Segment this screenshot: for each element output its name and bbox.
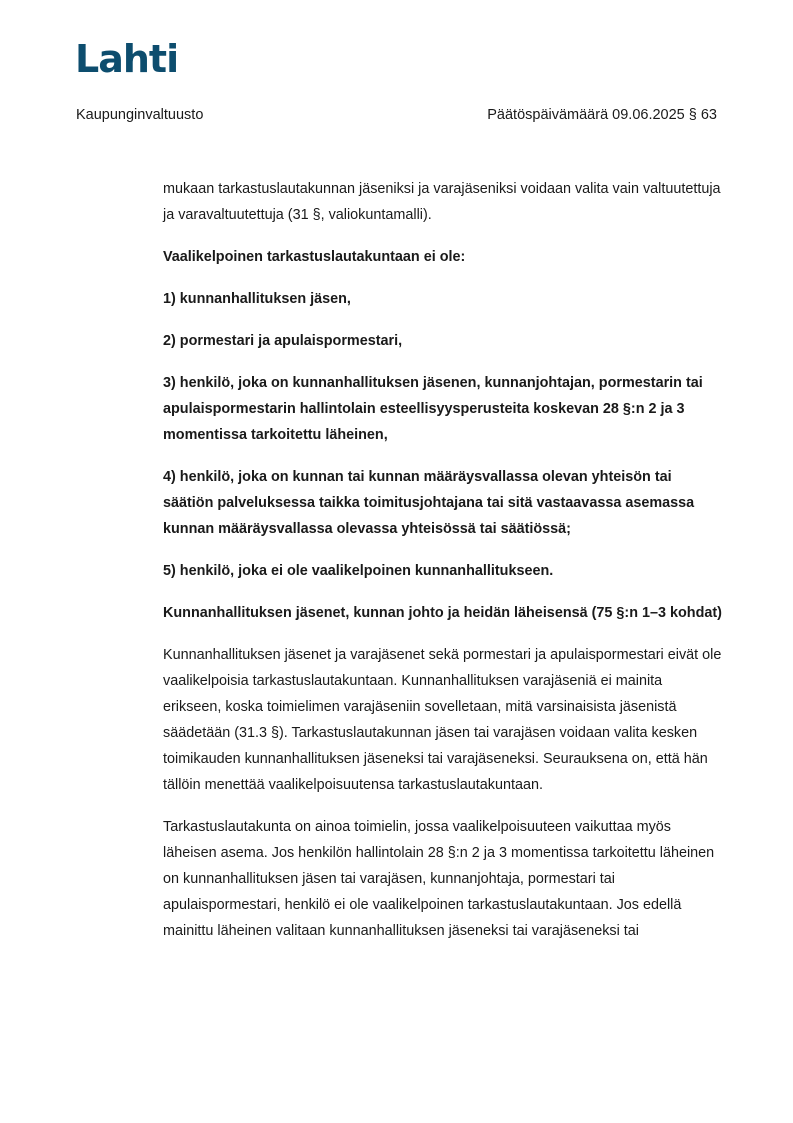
lahti-logo: Lahti [75, 37, 179, 81]
list-item-3: 3) henkilö, joka on kunnanhallituksen jäsenen, kunnanjohtajan, pormestarin tai apulaispormestarin hallintolain esteellisyysperusteita koskevan 28 §:n 2 ja 3 momentissa tarkoitettu läheinen, [163, 375, 703, 443]
section-heading: Kunnanhallituksen jäsenet, kunnan johto ja heidän läheisensä (75 §:n 1–3 kohdat) [163, 605, 722, 621]
decision-date: Päätöspäivämäärä 09.06.2025 § 63 [487, 107, 717, 123]
document-body [163, 176, 723, 960]
paragraph-audit-committee: Tarkastuslautakunta on ainoa toimielin, jossa vaalikelpoisuuteen vaikuttaa myös läheisen asema. Jos henkilön hallintolain 28 §:n 2 ja 3 momentissa tarkoitettu läheinen on kunnanhallituksen jäsen tai varajäsen, kunnanjohtaja, pormestari tai apulaispormestari, henkilö ei ole vaalikelpoinen tarkastuslautakuntaan. Jos edellä mainittu läheinen valitaan kunnanhallituksen jäseneksi tai varajäseneksi tai [163, 819, 715, 939]
paragraph-intro: mukaan tarkastuslautakunnan jäseniksi ja varajäseniksi voidaan valita vain valtuutettuja ja varavaltuutettuja (31 §, valiokuntamalli). [163, 181, 721, 223]
list-item-4: 4) henkilö, joka on kunnan tai kunnan määräysvallassa olevan yhteisön tai säätiön palveluksessa taikka toimitusjohtajana tai sitä vastaavassa asemassa kunnan määräysvallassa olevassa yhteisössä tai säätiössä; [163, 469, 695, 537]
paragraph-board-members: Kunnanhallituksen jäsenet ja varajäsenet sekä pormestari ja apulaispormestari eivät ole vaalikelpoisia tarkastuslautakuntaan. Kunnanhallituksen varajäseniä ei mainita erikseen, koska toimielimen varajäseniin sovelletaan, mitä varsinaisista jäsenistä säädetään (31.3 §). Tarkastuslautakunnan jäsen tai varajäsen voidaan valita kesken toimikauden kunnanhallituksen jäseneksi tai varajäseneksi. Seurauksena on, että hän tällöin menettää vaalikelpoisuutensa tarkastuslautakuntaan. [163, 647, 722, 793]
list-item-2: 2) pormestari ja apulaispormestari, [163, 333, 403, 349]
list-item-5: 5) henkilö, joka ei ole vaalikelpoinen kunnanhallitukseen. [163, 563, 554, 579]
organ-name: Kaupunginvaltuusto [76, 107, 204, 123]
paragraph-heading-eligibility: Vaalikelpoinen tarkastuslautakuntaan ei ole: [163, 249, 466, 265]
list-item-1: 1) kunnanhallituksen jäsen, [163, 291, 351, 307]
